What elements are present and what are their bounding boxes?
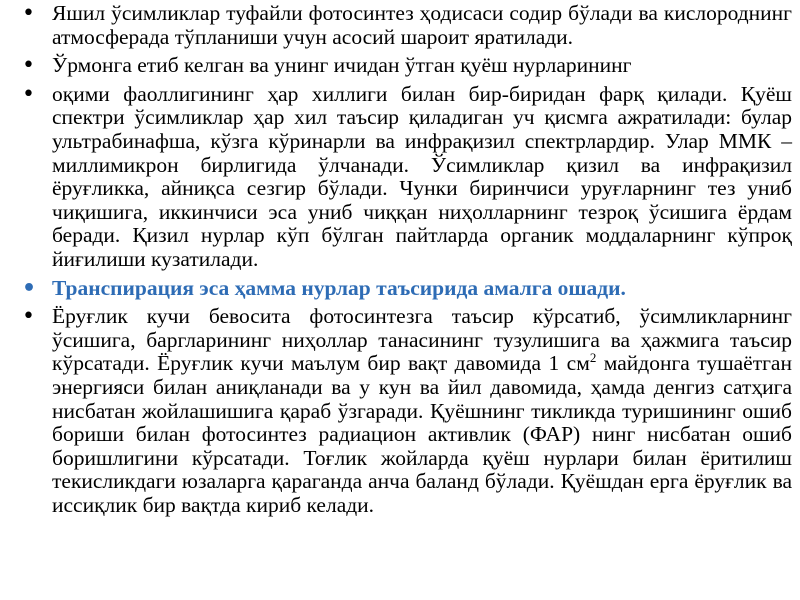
bullet-item-forest-sunlight: [22, 54, 792, 78]
bullet-text-highlighted: Транспирация эса ҳамма нурлар таъсирида амалга ошади.: [52, 275, 626, 300]
bullet-item-spectrum: [22, 83, 792, 272]
bullet-marker: •: [22, 304, 35, 330]
bullet-marker: •: [22, 53, 35, 79]
bullet-marker: •: [22, 81, 35, 107]
bullet-text: [52, 304, 792, 517]
bullet-text-part-1: Ёруғлик кучи бевосита фотосинтезга таъсир кўрсатиб, ўсимликларнинг ўсишига, баргларининг ниҳоллар танасининг тузулишига ва ҳажмига таъсир кўрсатади. Ёруғлик кучи маълум бир вақт давомида 1 см: [52, 304, 792, 376]
bullet-marker: •: [22, 275, 37, 301]
bullet-item-photosynthesis: [22, 2, 792, 49]
bullet-list: [22, 2, 792, 522]
bullet-marker: •: [22, 1, 35, 26]
bullet-text-part-2: майдонга тушаётган энергияси билан аниқланади ва у кун ва йил давомида, ҳамда денгиз сатҳига нисбатан жойлашишига қараб ўзгаради. Қуёшнинг тикликда туришининг ошиб бориши билан фотосинтез радиацион активлик (ФАР) нинг нисбатан ошиб боришлигини кўрсатади. Тоғлик жойларда қуёш нурлари билан ёритилиш текисликдаги юзаларга қараганда анча баланд бўлади. Қуёшдан ерга ёруғлик ва иссиқлик бир вақтда кириб келади.: [52, 351, 792, 517]
bullet-item-transpiration: [22, 277, 792, 301]
superscript-two: 2: [589, 350, 597, 366]
bullet-item-light-intensity: [22, 305, 792, 517]
bullet-text: оқими фаоллигининг ҳар хиллиги билан бир-биридан фарқ қилади. Қуёш спектри ўсимликлар ҳар хил таъсир қиладиган уч қисмга ажратилади: булар ультрабинафша, кўзга кўринарли ва инфрақизил спектрлардир. Улар ММК – миллимикрон бирлигида ўлчанади. Ўсимликлар қизил ва инфрақизил ёруғликка, айниқса сезгир бўлади. Чунки биринчиси уруғларнинг тез униб чиқишига, иккинчиси эса униб чиққан ниҳолларнинг тезроқ ўсишига ёрдам беради. Қизил нурлар кўп бўлган пайтларда органик моддаларнинг кўпроқ йиғилиши кузатилади.: [52, 81, 792, 271]
bullet-text: Ўрмонга етиб келган ва унинг ичидан ўтган қуёш нурларининг: [52, 53, 632, 78]
bullet-text: Яшил ўсимликлар туфайли фотосинтез ҳодисаси содир бўлади ва кислороднинг атмосферада тўпланиши учун асосий шароит яратилади.: [52, 1, 792, 49]
